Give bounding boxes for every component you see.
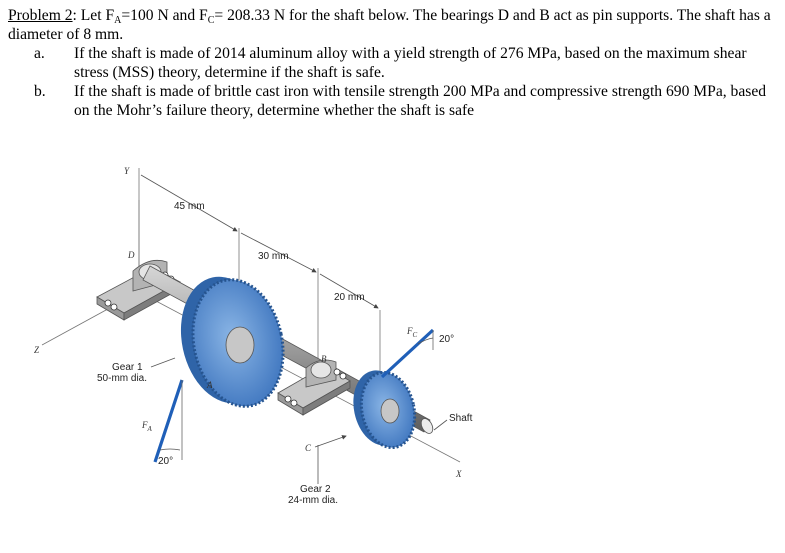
axis-x-label: X (456, 469, 462, 479)
force-c-label: $F_C$ (407, 326, 418, 339)
axis-y-label: Y (124, 166, 130, 176)
intro-text-c: = 208.33 N for the shaft below. The bearings D and B act as pin supports. The shaft has a diameter of 8 mm. (8, 7, 771, 43)
shaft-label: Shaft (449, 413, 473, 424)
gear1-label-line2: 50-mm dia. (97, 373, 148, 384)
gear1-leader (151, 358, 175, 367)
subscript-c: C (207, 15, 215, 26)
dim-30-label: 30 mm (258, 251, 289, 262)
point-b-label: B (321, 354, 327, 364)
force-c (382, 330, 433, 377)
point-c-label: C (305, 443, 312, 453)
shaft-leader (434, 420, 447, 430)
question-b-marker: b. (34, 83, 46, 100)
point-c-leader (315, 436, 346, 447)
dim-45-label: 45 mm (174, 201, 205, 212)
gear-2 (347, 365, 422, 452)
dim-20-label: 20 mm (334, 292, 365, 303)
point-a-label: A (207, 380, 213, 390)
force-a-label: $F_A$ (142, 420, 152, 433)
intro-text-a: : Let F (72, 7, 115, 24)
gear1-label-line1: Gear 1 (112, 362, 143, 373)
gear2-label-line1: Gear 2 (300, 484, 331, 495)
force-a (155, 380, 182, 462)
question-b-text: If the shaft is made of brittle cast iron with tensile strength 200 MPa and compressive strength 690 MPa, based on the Mohr’s failure theory, determine whether the shaft is safe (74, 83, 767, 119)
point-d-label: D (128, 250, 135, 260)
angle-a-label: 20° (158, 456, 174, 467)
subscript-a: A (114, 15, 122, 26)
axis-z-label: Z (34, 345, 40, 355)
question-a-marker: a. (34, 45, 45, 62)
problem-label: Problem 2 (8, 7, 73, 24)
intro-text-b: =100 N and F (121, 7, 208, 24)
gear2-label-line2: 24-mm dia. (288, 495, 339, 506)
question-a-text: If the shaft is made of 2014 aluminum alloy with a yield strength of 276 MPa, based on the maximum shear stress (MSS) theory, determine if the shaft is safe. (74, 45, 747, 81)
bearing-b (278, 360, 350, 415)
angle-c-label: 20° (439, 334, 455, 345)
